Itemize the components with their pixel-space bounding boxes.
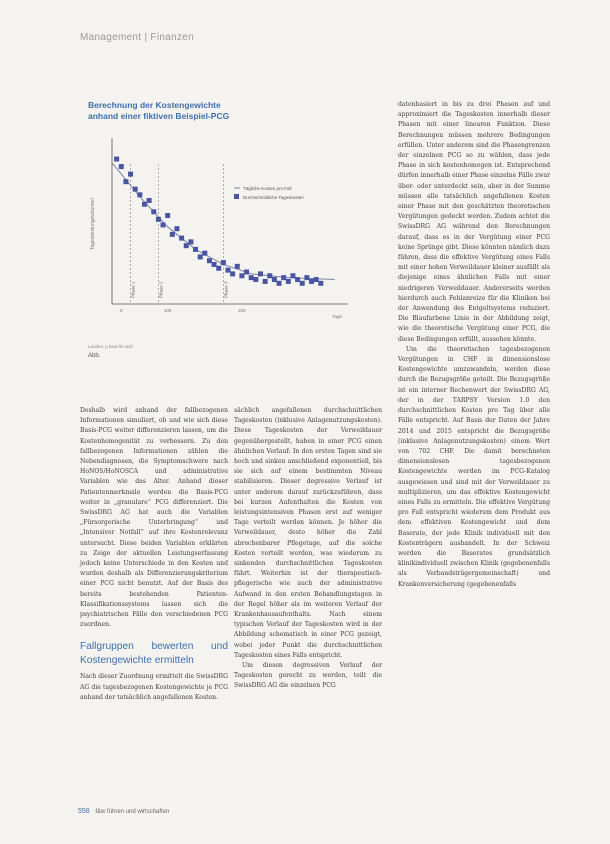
data-point <box>202 251 207 256</box>
legend-square-icon <box>234 194 239 199</box>
legend-label: Tägliche Kosten pro Fall <box>243 186 292 191</box>
page-number: 558 <box>78 808 90 815</box>
page-footer <box>78 808 169 815</box>
data-point <box>267 273 272 278</box>
column-2 <box>234 406 382 692</box>
column-3 <box>398 100 550 590</box>
cost-weight-chart <box>84 128 354 343</box>
data-point <box>165 213 170 218</box>
data-point <box>295 277 300 282</box>
data-point <box>309 279 314 284</box>
section-kicker: Management | Finanzen <box>80 32 194 43</box>
data-point <box>151 209 156 214</box>
data-point <box>137 192 142 197</box>
data-point <box>230 271 235 276</box>
data-point <box>184 243 189 248</box>
figure-bottom-label: Landes: p bear lle and <box>88 344 133 349</box>
data-point <box>119 164 124 169</box>
column-1-body: Deshalb wird anhand der fallbezogenen Informationen simuliert, ob und wie sich diese Basis-PCG weiter differenzieren lassen, um die Kostenhomogenität zu verbessern. Zu den fallbezogenen Informationen zählen die Nebendiagnosen, die Symptomschwere nach HoNOS/HoNOSCA und administrative Variablen wie das Alter. Anhand dieser Patientenmerkmale werden die Basis-PCG weiter in „granulare“ PCG differenziert. Die SwissDRG AG hat auch die Variablen „Fürsorgerische Unterbringung“ und „Intensiver Notfall“ auf ihre Kostenrelevanz untersucht. Diese beiden Variablen erklärten zu Zeige der aktuellen Leistungserfassung jedoch keine Unterschiede in den Kosten und wurden deshalb als Differenzierungskriterium einer PCG nicht benutzt. Auf der Basis des bereits bestehenden Patienten-Klassifikationssystems lassen sich die psychiatrischen Fälle den verschiedenen PCG zuordnen. <box>80 407 228 629</box>
figure-title-line-1: Berechnung der Kostengewichte <box>88 100 221 110</box>
data-point <box>174 226 179 231</box>
data-point <box>188 239 193 244</box>
data-point <box>226 268 231 273</box>
data-point <box>318 281 323 286</box>
figure-title <box>88 100 348 122</box>
data-point <box>147 198 152 203</box>
section-heading: Fallgruppen bewerten und Kostengewichte ermitteln <box>80 641 228 666</box>
legend-label: Durchschnittliche Tageskosten <box>243 195 304 200</box>
data-point <box>263 279 268 284</box>
data-point <box>277 281 282 286</box>
data-point <box>156 217 161 222</box>
data-point <box>128 172 133 177</box>
data-point <box>123 179 128 184</box>
data-point <box>244 270 249 275</box>
data-point <box>221 260 226 265</box>
x-tick-label: 200 <box>238 308 246 313</box>
column-1 <box>80 406 228 703</box>
column-2-tail: Um diesen degressiven Verlauf der Tageskosten gerecht zu werden, teilt die SwissDRG AG die einzelnen PCG <box>234 662 382 690</box>
figure-title-line-2: anhand einer fiktiven Beispiel-PCG <box>88 111 230 121</box>
data-point <box>179 236 184 241</box>
data-point <box>114 157 119 162</box>
data-point <box>304 275 309 280</box>
data-point <box>133 187 138 192</box>
data-point <box>314 277 319 282</box>
column-3-body: datenbasiert in bis zu drei Phasen auf und approximiert die Tageskosten innerhalb dieser Phasen mit einer linearen Funktion. Diese Berechnungen müssen mehrere Bedingungen erfüllen. Unter anderem sind die Phasengrenzen der einzelnen PCG so zu wählen, dass jede Phase in sich kostenhomogen ist. Entsprechend dürfen innerhalb einer Phase einzelne Fälle zwar über- oder unterdeckt sein, aber in der Summe müssen alle tatsächlich angefallenen Kosten einer Phase mit den geschätzten theoretischen Vergütungen gedeckt werden. Zudem achtet die SwissDRG AG während den Berechnungen darauf, dass es in der Vergütung einer PCG keine Sprünge gibt. Diese könnten nämlich dazu führen, dass die effektive Vergütung eines Falls mit einer hohen Verweildauer kleiner ausfällt als diejenige eines ähnlichen Falls mit einer niedrigeren Verweildauer. Andererseits werden hierdurch auch Fehlanreize für die Kliniken bei der Anwendung des Entgeltsystems reduziert. Die Blaufarbene Linie in der Abbildung zeigt, wie die theoretische Vergütung einer PCG, die diese Bedingungen erfüllt, aussehen könnte. <box>398 101 550 343</box>
data-point <box>212 262 217 267</box>
data-point <box>198 254 203 259</box>
x-tick-label: 0 <box>120 308 123 313</box>
data-point <box>161 222 166 227</box>
data-point <box>272 277 277 282</box>
data-point <box>253 277 258 282</box>
data-point <box>300 281 305 286</box>
y-axis-label: Tagesleistungsvolumen <box>90 198 96 250</box>
data-point <box>249 275 254 280</box>
data-point <box>239 273 244 278</box>
data-point <box>170 232 175 237</box>
phase-label: Phase 2 <box>158 281 164 298</box>
column-1-tail: Nach dieser Zuordnung ermittelt die SwissDRG AG die tagesbezogenen Kostengewichte je PCG anhand der tatsächlich angefallenen Kosten. <box>80 673 228 701</box>
journal-name: f&w führen und wirtschaften <box>95 809 170 815</box>
data-point <box>281 275 286 280</box>
figure-source: Abb. <box>88 353 101 359</box>
phase-label: Phase 1 <box>130 281 136 298</box>
data-point <box>258 271 263 276</box>
phase-label: Phase 3 <box>223 281 229 298</box>
data-point <box>216 266 221 271</box>
column-2-body: sächlich angefallenen durchschnittlichen Tageskosten (inklusive Anlagenutzungskosten). Diese Tageskosten der Verweildauer gegenübergestellt, haben in einer PCG einen ähnlichen Verlauf: In den ersten Tagen sind sie hoch und sinken anschließend exponentiell, bis sie sich auf einem bestimmten Niveau stabilisieren. Dieser degressive Verlauf ist unter anderem darauf zurückzuführen, dass bei kurzen Aufenthalten die Kosten von leistungsintensiven Phasen erst auf weniger Tage verteilt werden können. Je höher die Verweildauer, desto höher die Zahl abrechenbarer Pflegetage, auf die solche Kosten verteilt werden, was wiederum zu sinkenden durchschnittlichen Tageskosten führt. Weiterhin ist der therapeutisch-pflegerische wie auch der administrative Aufwand in den ersten Behandlungstagen in der Regel höher als im weiteren Verlauf der Krankenhausaufenthalts. Nach einem typischen Verlauf der Tageskosten wird in der Abbildung schematisch in einer PCG gezeigt, wobei jeder Punkt die durchschnittlichen Tageskosten eines Falls entspricht. <box>234 407 382 659</box>
column-3-body-2: Um die theoretischen tagesbezogenen Vergütungen in CHF in dimensionslose Kostengewichte umzuwandeln, werden diese durch die Bezugsgröße geteilt. Die Bezugsgröße ist ein interner Rechenwert der SwissDRG AG, der in der TARPSY Version 1.0 den durchschnittlichen Kosten pro Tag über alle Fälle entspricht. Auf Basis der Daten der Jahre 2014 und 2015 entspricht die Bezugsgröße (inklusive Anlagenutzungskosten) einem Wert von 702 CHF. Die damit berechneten dimensionslosen tagesbezogenen Kostengewichte werden im PCG-Katalog ausgewiesen und sind mit der Verweildauer zu multiplizieren, um das effektive Kostengewicht eines Falls zu ermitteln. Die effektive Vergütung pro Fall entspricht wiederum dem Produkt aus dem effektiven Kostengewicht und dem Baserate, der jede Klinik individuell mit den Kostenträgern aushandelt. In der Schweiz werden die Baserates grundsätzlich klinikindividuell zwischen Klinik (gegebenenfalls als Verbandsträgergemeinschaft) und Krankenversicherung (gegebenenfalls <box>398 345 550 588</box>
data-point <box>235 264 240 269</box>
x-axis-label: Tage <box>332 314 342 319</box>
data-point <box>207 258 212 263</box>
data-point <box>193 247 198 252</box>
data-point <box>286 279 291 284</box>
data-point <box>290 273 295 278</box>
x-tick-label: 100 <box>163 308 172 313</box>
data-point <box>142 202 147 207</box>
